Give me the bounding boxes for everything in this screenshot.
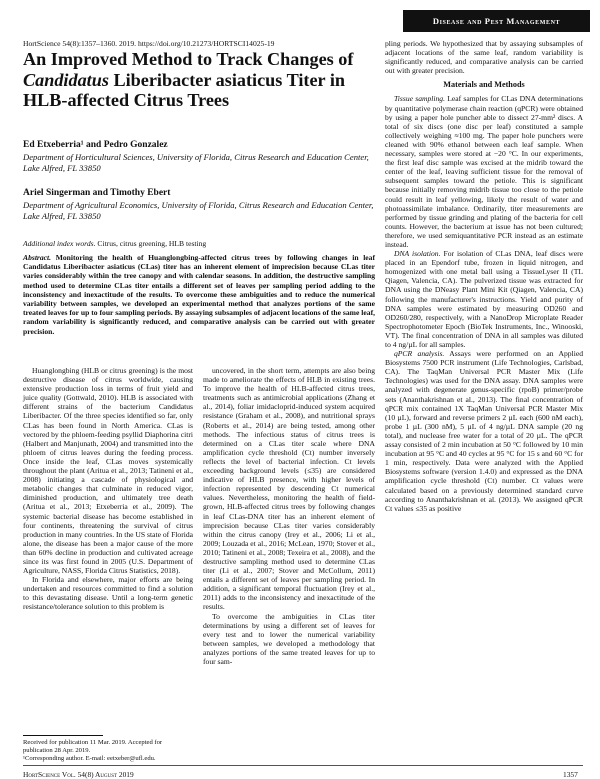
keywords [23,239,206,248]
footer-rule [23,765,583,766]
footer-journal: HortScience Vol. 54(8) August 2019 [23,770,134,779]
abstract [23,253,375,336]
col2-paragraph-1: uncovered, in the short term, attempts are also being made to ameliorate the effects of HLB in existing trees. To improve the health of HLB-affected citrus trees, treatments such as antimicrobial applications (Zhang et al., 2014), foliar imidacloprid-induced system acquired resistance (Graham et al., 2008), and nutritional sprays (Roberts et al., 2014) are being tested, among other methods. The infectious status of citrus trees is determined on a CLas titer scale where DNA amplification cycle threshold (Ct) number inversely reflects the level of bacterial infection. Ct levels exceeding background levels (≤35) are considered indicative of HLB presence, with higher levels of infection represented by descending Ct numerical values. Nevertheless, monitoring the health of field-grown, HLB-affected citrus trees by following changes in leaf CLas-DNA titer has an inherent element of imprecision because CLas titer varies considerably within the citrus canopy (Irey et al., 2006; Li et al., 2009; Louzada et al., 2016; McLean, 1970; Stover et al., 2010; Tatineni et al., 2008; Texeira et al., 2008), and the destructive sampling method used to determine CLas titer (Li et al., 2007; Stover and McCollum, 2011) entails a different set of leaves per sampling period. In addition, a significant temporal fluctuation (Irey et al., 2011) adds to the inconsistency and inexactitude of the results. [203,366,375,612]
keywords-text: Citrus, citrus greening, HLB testing [95,239,207,248]
page-number: 1357 [563,770,578,779]
author-names-2: Ariel Singerman and Timothy Ebert [23,188,171,198]
col1-paragraph-1: Huanglongbing (HLB or citrus greening) is the most destructive disease of citrus worldwide, causing extensive production loss in terms of fruit yield and juice quality (Gottwald, 2010). HLB is associated with different strains of the bacterium Candidatus Liberibacter. Of the three species identified so far, only CLas has been found in North America. CLas is vectored by the phloem-feeding psyllid Diaphorina citri (Halbert and Manjunath, 2004) and transmitted into the phloem of citrus leaves during the feeding process. Once inside the leaf, CLas moves systemically throughout the plant (Aritua et al., 2013; Tatineni et al., 2008) initiating a cascade of physiological and metabolic changes that culminate in reduced vigor, diminished production, and ultimately tree death (Aritua et al., 2013; Etxeberria et al., 2009). The systemic bacterial disease has become established in four continents, threatening the survival of citrus production in many countries. In the US state of Florida alone, the disease has been a major cause of the more than 60% decline in production and cultivated acreage since its was first found in 2005 (U.S. Department of Agriculture, NASS, Florida Citrus Statistics, 2018). [23,366,193,576]
col3-intro: pling periods. We hypothesized that by assaying subsamples of adjacent locations of the same leaf, random variability is significantly reduced, and comparative analysis can be carried out with greater precision. [385,39,583,76]
tissue-label: Tissue sampling. [394,94,445,104]
tissue-paragraph [385,94,583,249]
title-part-2: Liberibacter asiaticus Titer in HLB-affected Citrus Trees [23,69,346,110]
dna-text: For isolation of CLas DNA, leaf discs were placed in an Ependorf tube, frozen in liquid nitrogen, and homogenized with one metal ball using a TissueLyser II (TL Qiagen, Valencia, CA). The pulverized tissue was extracted for DNA using the DNeasy Plant Mini Kit (Qiagen, Valencia, CA) following the manufacturer's instructions. Yield and purity of DNA samples were estimated by measuring OD260 and OD260/280, respectively, with a NanoDrop Microplate Reader Spectrophotometer Epoch (BioTek Instruments, Inc., Winooski, VT). The final concentration of DNA in all samples was diluted to 4 ng/µL for all samples. [385,249,584,349]
title-italic: Candidatus [23,69,109,90]
dna-label: DNA isolation. [394,249,441,259]
author-affiliation-1: Department of Horticultural Sciences, University of Florida, Citrus Research and Education Center, Lake Alfred, FL 33850 [23,152,369,173]
footnotes [23,739,193,763]
col1-paragraph-2: In Florida and elsewhere, major efforts are being undertaken and resources committed to find a solution to this devastating disease. Until a long-term genetic resistance/tolerance solution to this problem is [23,575,193,612]
author-affiliation-2: Department of Agricultural Economics, University of Florida, Citrus Research and Education Center, Lake Alfred, FL 33850 [23,200,374,221]
qpcr-label: qPCR analysis. [394,349,445,359]
section-heading-materials: Materials and Methods [443,80,525,90]
footnote-received: Received for publication 11 Mar. 2019. Accepted for publication 28 Apr. 2019. [23,739,163,754]
footnote-rule [23,735,103,736]
tissue-text: Leaf samples for CLas DNA determinations by quantitative polymerase chain reaction (qPCR) were obtained by using a paper hole puncher able to dissect 27-mm² discs. A total of six discs (one disc per leaf) constituted a sample collectively weighing ≈100 mg. The paper hole punchers were cleaned with 90% ethanol between each leaf sample. When necessary, samples were stored at −20 °C. In our experiments, the first leaf disc sample was excised at the midrib toward the center of the leaf, leaving sufficient tissue for the removal of subsequent samples toward the petiole. This is significant because initially removing midrib tissue too close to the petiole could result in leaf yellowing, likely the result of water and photoassimilate imbalance. Ordinarily, titer measurements are performed by tissue grinding and plating of the bacteria for cell counts. However, the bacterium at issue has not been cultured; therefore, we used semiquantitative PCR instead as an estimate instead. [385,94,583,249]
citation-line: HortScience 54(8):1357–1360. 2019. https://doi.org/10.21273/HORTSCI14025-19 [23,39,275,48]
col2-paragraph-2: To overcome the ambiguities in CLas titer determinations by using a different set of leaves for every test and to lower the numerical variability between samples, we developed a methodology that analyzes portions of the same treated leaves for up to four sam- [203,611,375,666]
paper-title [23,49,375,111]
qpcr-paragraph [385,349,583,513]
section-header: Disease and Pest Management [403,10,590,32]
footnote-corresponding: ¹Corresponding author. E-mail: eetxeber@ufl.edu. [23,755,156,762]
abstract-label: Abstract. [23,253,52,262]
author-names-1: Ed Etxeberria¹ and Pedro Gonzalez [23,140,168,150]
qpcr-text: Assays were performed on an Applied Biosystems 7500 PCR instrument (Life Technologies, Carlsbad, CA). The TaqMan Universal PCR Master Mix (Life Technologies) was used for the DNA assay. DNA samples were analyzed with degenerate genus-specific (rpoB) primer/probe sets (Ananthakrishnan et al., 2013). The final concentration of qPCR mix contained 1X TaqMan Universal PCR Master Mix (10 µL), forward and reverse primers 2 µL each (600 nM each), probe 1 µL (300 nM), 5 µL of 4 ng/µL DNA sample (20 ng total), and nuclease free water for a total of 20 µL. The qPCR assay consisted of 2 min incubation at 50 °C followed by 10 min incubation at 95 °C and 40 cycles at 95 °C for 15 s and 60 °C for 1 min, respectively. Data were analyzed with the Applied Biosystems software (version 1.4.0) and expressed as the DNA amplification cycle threshold (Ct) number. Ct values were calculated based on a previously determined standard curve according to Ananthakrishnan et al. (2013). We assigned qPCR Ct values ≤35 as positive [385,349,583,513]
body-column-1 [23,366,193,612]
dna-paragraph [385,249,583,349]
title-part-1: An Improved Method to Track Changes of [23,49,354,69]
body-column-2 [203,366,375,666]
abstract-text: Monitoring the health of Huanglongbing-affected citrus trees by following changes in leaf Candidatus Liberibacter asiaticus (CLas) titer has an inherent element of imprecision because CLas titer varies considerably within the tree canopy and with calendar seasons. In addition, the destructive sampling method used to determine CLas titer entails a different set of leaves per sampling period adding to the inconsistency and inexactitude of the results. To overcome these ambiguities and to reduce the numerical variability between samples, we developed an experimental method that analyzes portions of the same treated leaves for up to four sampling periods. By assaying subsamples of adjacent locations of the same leaf, random variability is significantly reduced, and comparative analysis can be carried out with greater precision. [23,253,375,336]
keywords-label: Additional index words. [23,239,96,248]
body-column-3 [385,39,583,513]
